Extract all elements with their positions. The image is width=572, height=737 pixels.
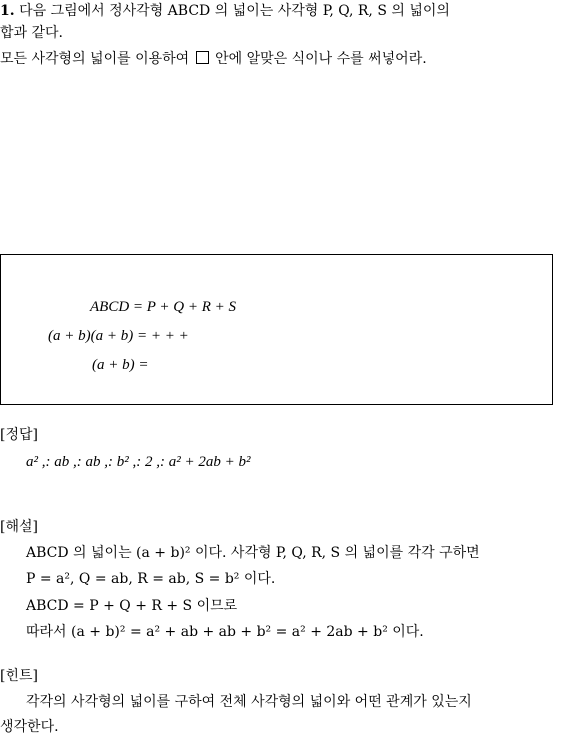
answer-heading: [정답] — [0, 427, 38, 443]
explanation-line-1: ABCD 의 넓이는 (a + b)² 이다. 사각형 P, Q, R, S 의 넓이를 각각 구하면 — [26, 545, 480, 561]
explanation-line-3: ABCD = P + Q + R + S 이므로 — [26, 598, 238, 614]
problem-number: 1. — [0, 3, 15, 19]
problem-line-3 — [0, 50, 427, 68]
blank-box-icon — [196, 51, 209, 64]
answer-text: a² ,: ab ,: ab ,: b² ,: 2 ,: a² + 2ab + b² — [26, 454, 251, 470]
problem-line-1 — [0, 2, 450, 20]
hint-heading: [힌트] — [0, 668, 38, 684]
problem-text-1: 다음 그림에서 정사각형 ABCD 의 넓이는 사각형 P, Q, R, S 의 넓이의 — [19, 3, 450, 19]
hint-line-1: 각각의 사각형의 넓이를 구하여 전체 사각형의 넓이와 어떤 관계가 있는지 — [26, 694, 472, 710]
problem-text-3b: 안에 알맞은 식이나 수를 써넣어라. — [215, 51, 427, 67]
explanation-heading: [해설] — [0, 519, 38, 535]
equation-1: ABCD = P + Q + R + S — [90, 299, 237, 315]
explanation-line-2: P = a², Q = ab, R = ab, S = b² 이다. — [26, 571, 276, 587]
hint-line-2: 생각한다. — [0, 719, 59, 735]
problem-line-2: 합과 같다. — [0, 25, 63, 41]
equation-2: (a + b)(a + b) = + + + — [48, 328, 189, 344]
problem-text-3a: 모든 사각형의 넓이를 이용하여 — [0, 51, 190, 67]
equation-3: (a + b) = — [92, 357, 149, 373]
explanation-line-4: 따라서 (a + b)² = a² + ab + ab + b² = a² + 2ab + b² 이다. — [26, 624, 424, 640]
